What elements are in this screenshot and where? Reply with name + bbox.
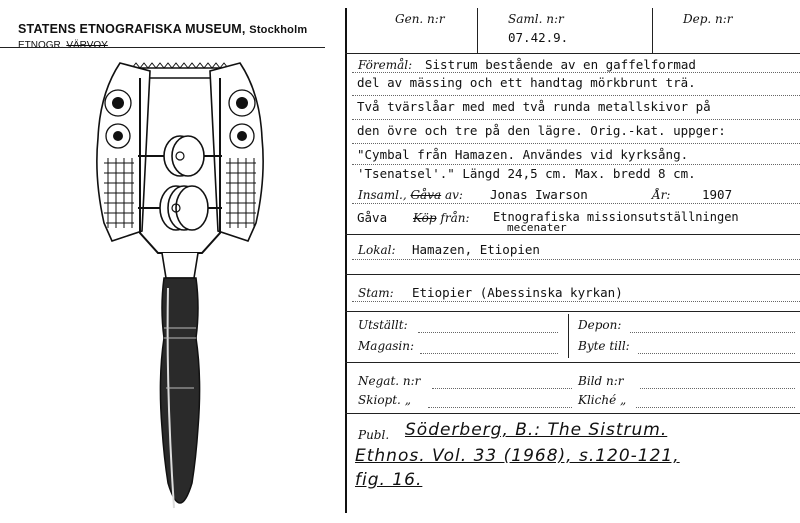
- rule-gava: [345, 234, 800, 235]
- utstallt-label: Utställt:: [358, 318, 408, 332]
- byte-label: Byte till:: [578, 339, 630, 353]
- publ-line-2: Ethnos. Vol. 33 (1968), s.120-121,: [355, 446, 680, 466]
- rule-storage: [345, 362, 800, 363]
- publ-line-3: fig. 16.: [355, 470, 423, 490]
- depon-dots: [630, 332, 795, 333]
- stam-dots: [352, 301, 800, 302]
- negat-dots: [432, 388, 572, 389]
- etnogr-label: ETNOGR. VÄRVOY: [18, 40, 108, 51]
- object-line-5: "Cymbal från Hamazen. Användes vid kyrksång.: [357, 147, 689, 162]
- av-label: av:: [444, 188, 463, 202]
- rule-lokal: [345, 274, 800, 275]
- wooden-handle-icon: [160, 278, 199, 508]
- stam-label: Stam:: [358, 286, 394, 300]
- object-dots-3: [352, 119, 800, 120]
- gen-nr-label: Gen. n:r: [395, 12, 445, 26]
- kliche-label: Kliché „: [578, 393, 627, 407]
- byte-dots: [638, 353, 795, 354]
- object-dots-2: [352, 95, 800, 96]
- sistrum-illustration: [80, 58, 280, 518]
- header-rule: [0, 47, 325, 48]
- rule-media: [345, 413, 800, 414]
- source-note: mecenater: [507, 221, 567, 234]
- object-line-6: 'Tsenatsel'." Längd 24,5 cm. Max. bredd 8 cm.: [357, 166, 696, 181]
- right-ornament-icon: [210, 63, 263, 241]
- magasin-label: Magasin:: [358, 339, 415, 353]
- year-label: År:: [652, 188, 671, 202]
- stam-value: Etiopier (Abessinska kyrkan): [412, 285, 623, 300]
- dep-nr-label: Dep. n:r: [683, 12, 733, 26]
- lokal-label: Lokal:: [358, 243, 396, 257]
- storage-sep: [568, 314, 569, 358]
- object-line-2: del av mässing och ett handtag mörkbrunt trä.: [357, 75, 696, 90]
- skiopt-dots: [428, 407, 572, 408]
- rule-stam: [345, 311, 800, 312]
- object-dots-4: [352, 143, 800, 144]
- depon-label: Depon:: [578, 318, 622, 332]
- lokal-dots: [352, 259, 800, 260]
- magasin-dots: [420, 353, 558, 354]
- year-value: 1907: [702, 187, 733, 202]
- collector-value: Jonas Iwarson: [490, 187, 588, 202]
- header-sep-1: [477, 8, 478, 53]
- saml-nr-value: 07.42.9.: [508, 30, 569, 45]
- foremal-label: Föremål:: [358, 58, 413, 72]
- insaml-dots: [352, 203, 800, 204]
- negat-label: Negat. n:r: [358, 374, 421, 388]
- card-divider: [345, 8, 347, 513]
- museum-city: Stockholm: [249, 24, 308, 36]
- museum-title: STATENS ETNOGRAFISKA MUSEUM, Stockholm: [18, 22, 308, 36]
- object-line-1: Sistrum bestående av en gaffelformad: [425, 57, 696, 72]
- lokal-value: Hamazen, Etiopien: [412, 242, 540, 257]
- kop-struck: Köp: [413, 211, 437, 225]
- source-value: Etnografiska missionsutställningen: [493, 210, 739, 224]
- gava-struck: Gåva: [410, 188, 442, 202]
- etnogr-struck: VÄRVOY: [66, 40, 108, 51]
- object-line-4: den övre och tre på den lägre. Orig.-kat. uppger:: [357, 123, 726, 138]
- insaml-label: Insaml., Gåva av:: [358, 188, 463, 202]
- object-dots-5: [352, 164, 800, 165]
- kliche-dots: [636, 407, 795, 408]
- gava-typed: Gåva: [357, 210, 388, 225]
- publ-label: Publ.: [358, 428, 390, 442]
- kop-fran-label: Köp från:: [413, 211, 470, 225]
- bild-dots: [640, 388, 795, 389]
- saml-nr-label: Saml. n:r: [508, 12, 564, 26]
- object-dots-1: [352, 72, 800, 73]
- header-sep-2: [652, 8, 653, 53]
- publ-line-1: Söderberg, B.: The Sistrum.: [405, 420, 668, 440]
- metal-discs-icon: [160, 136, 208, 230]
- bild-label: Bild n:r: [578, 374, 624, 388]
- left-ornament-icon: [97, 63, 150, 241]
- rule-header: [345, 53, 800, 54]
- skiopt-label: Skiopt. „: [358, 393, 411, 407]
- object-line-3: Två tvärslåar med med två runda metallskivor på: [357, 99, 711, 114]
- utstallt-dots: [418, 332, 558, 333]
